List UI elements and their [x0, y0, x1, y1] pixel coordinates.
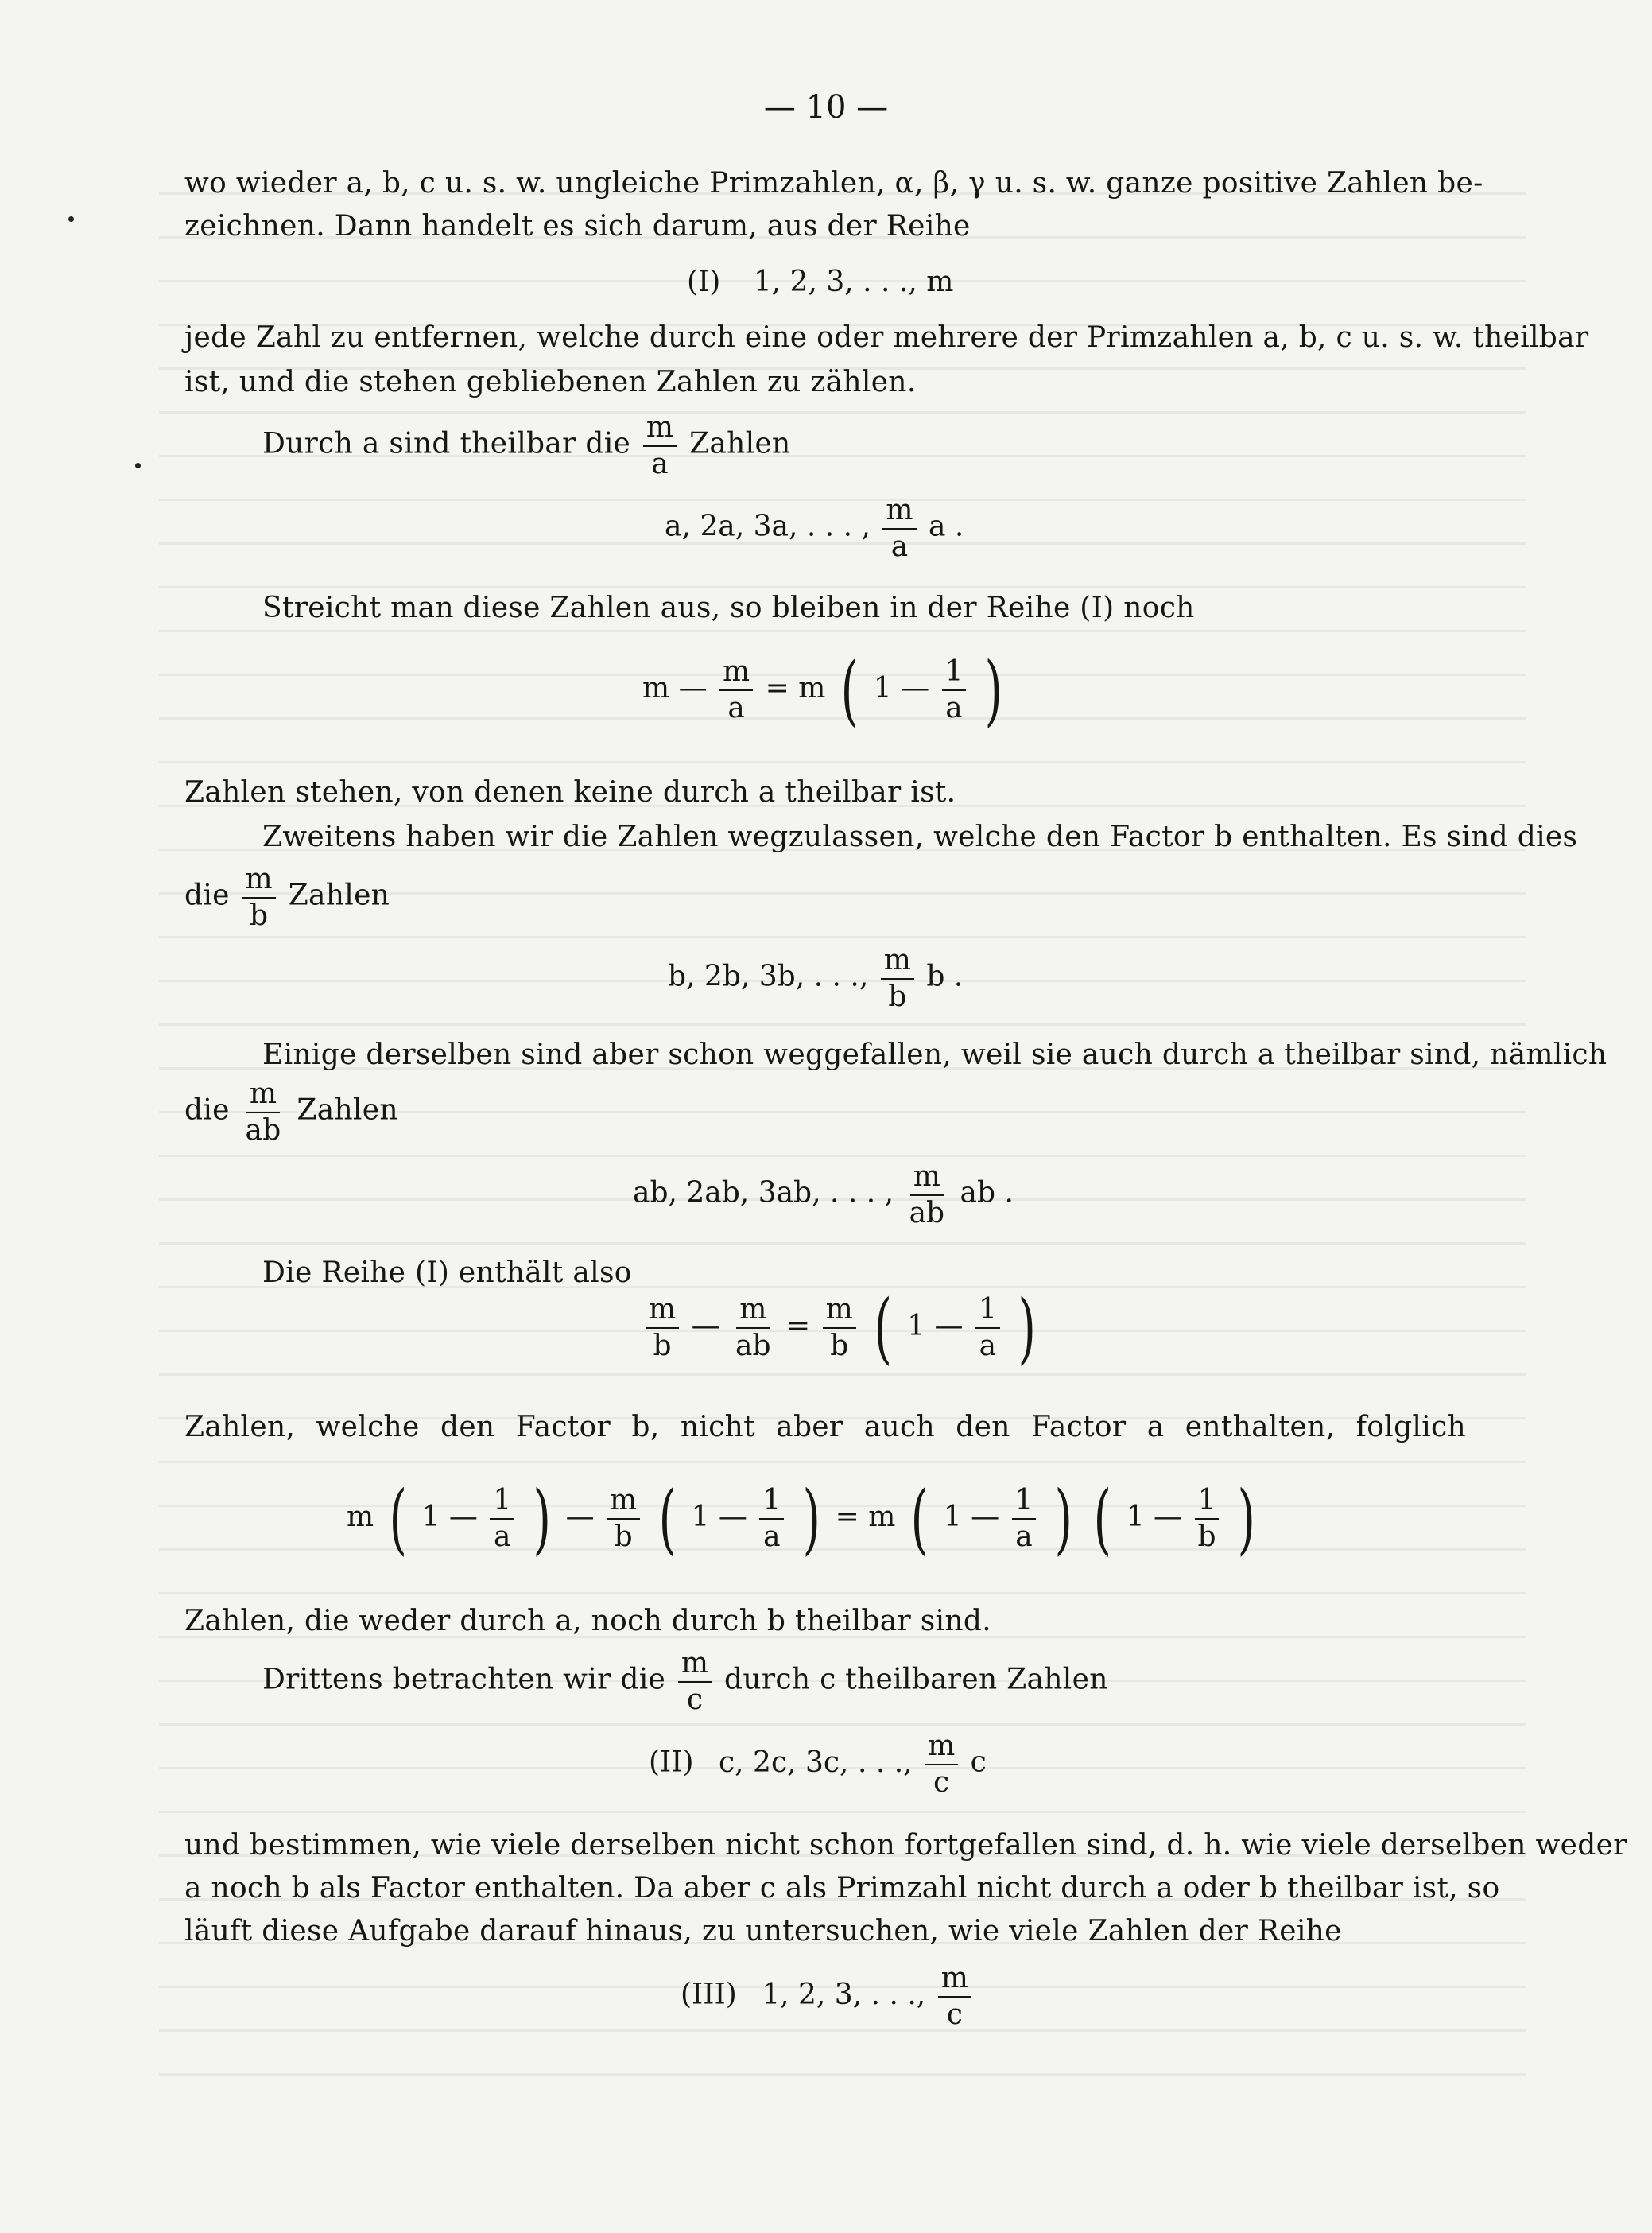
fraction-m-over-a: $\frac{m}{a}$ [719, 656, 753, 724]
text-line-5 [262, 412, 791, 480]
margin-mark [68, 216, 74, 222]
fraction-m-over-c: $\frac{m}{c}$ [678, 1648, 712, 1715]
formula-count-not-a: m — $\frac{m}{a}$ = m ( 1 — $\frac{1}{a}$ ) [642, 646, 1002, 735]
page-number: — 10 — [763, 89, 889, 126]
fraction-1-over-a: $\frac{1}{a}$ [942, 656, 967, 724]
fraction-m-over-b: $\frac{m}{b}$ [646, 1294, 679, 1361]
line-5-start: Durch a sind theilbar die [262, 427, 631, 460]
fraction-m-over-a: $\frac{m}{a}$ [643, 412, 677, 480]
fraction-m-over-b: $\frac{m}{b}$ [881, 945, 914, 1012]
text-line-10: Einige derselben sind aber schon weggefallen, weil sie auch durch a theilbar sind, nämlich [262, 1039, 1607, 1071]
text-line-4: ist, und die stehen gebliebenen Zahlen zu zählen. [184, 366, 917, 398]
fraction-m-over-ab: $\frac{m}{ab}$ [735, 1293, 771, 1362]
fraction-m-over-b: $\frac{m}{b}$ [823, 1294, 856, 1361]
margin-mark [135, 463, 141, 468]
text-line-18: läuft diese Aufgabe darauf hinaus, zu untersuchen, wie viele Zahlen der Reihe [184, 1915, 1342, 1948]
paren-open: ( [874, 1283, 893, 1373]
text-line-11: die $\frac{m}{ab}$ Zahlen [184, 1078, 398, 1147]
formula-series-I [687, 266, 953, 298]
paren-close: ) [984, 646, 1002, 735]
paren-close: ) [1237, 1474, 1255, 1563]
fraction-m-over-c: $\frac{m}{c}$ [925, 1730, 958, 1798]
paren-close: ) [802, 1474, 820, 1563]
fraction-1-over-a: $\frac{1}{a}$ [1012, 1485, 1037, 1552]
formula-multiples-b: b, 2b, 3b, . . ., $\frac{m}{b}$ b . [668, 944, 964, 1013]
paren-open: ( [389, 1474, 407, 1563]
formula-series-III: (III) 1, 2, 3, . . ., $\frac{m}{c}$ [681, 1963, 975, 2030]
text-line-12: Die Reihe (I) enthält also [262, 1256, 632, 1289]
fraction-1-over-b: $\frac{1}{b}$ [1195, 1485, 1220, 1552]
fraction-m-over-b: $\frac{m}{b}$ [242, 864, 276, 931]
fraction-m-over-a: $\frac{m}{a}$ [882, 495, 916, 562]
paren-open: ( [1093, 1474, 1111, 1563]
fraction-m-over-b: $\frac{m}{b}$ [607, 1485, 640, 1552]
fraction-m-over-c: $\frac{m}{c}$ [938, 1963, 971, 2030]
paren-close: ) [1054, 1474, 1072, 1563]
formula-b-not-a: $\frac{m}{b}$ — $\frac{m}{ab}$ = $\frac{m}{b}$ ( 1 — $\frac{1}{a}$ ) [642, 1290, 1042, 1366]
text-line-15: Drittens betrachten wir die $\frac{m}{c}$ durch c theilbaren Zahlen [262, 1647, 1108, 1716]
paren-open: ( [910, 1474, 929, 1563]
formula-multiples-ab: ab, 2ab, 3ab, . . . , $\frac{m}{ab}$ ab . [633, 1160, 1014, 1229]
paren-open: ( [840, 646, 859, 735]
text-line-1: wo wieder a, b, c u. s. w. ungleiche Primzahlen, α, β, γ u. s. w. ganze positive Zahlen be- [184, 167, 1483, 200]
text-line-2: zeichnen. Dann handelt es sich darum, aus der Reihe [184, 210, 971, 243]
paren-open: ( [658, 1474, 677, 1563]
line-5-end: Zahlen [689, 427, 791, 460]
fraction-1-over-a: $\frac{1}{a}$ [759, 1485, 784, 1552]
formula-multiples-a: a, 2a, 3a, . . . , $\frac{m}{a}$ a . [665, 494, 964, 563]
fraction-1-over-a: $\frac{1}{a}$ [975, 1294, 1000, 1361]
fraction-1-over-a: $\frac{1}{a}$ [490, 1485, 514, 1552]
text-line-6: Streicht man diese Zahlen aus, so bleiben in der Reihe (I) noch [262, 592, 1195, 624]
paren-close: ) [1018, 1283, 1037, 1373]
series-values: 1, 2, 3, . . ., m [753, 266, 954, 298]
text-line-9: die $\frac{m}{b}$ Zahlen [184, 863, 390, 932]
formula-series-II: (II) c, 2c, 3c, . . ., $\frac{m}{c}$ c [649, 1730, 987, 1799]
formula-not-a-not-b: m ( 1 — $\frac{1}{a}$ ) — $\frac{m}{b}$ ( 1 — $\frac{1}{a}$ ) = m ( 1 — $\frac{1}{a}$ ) ( 1 — $\frac{1}{b}$ ) [347, 1474, 1255, 1563]
text-line-14: Zahlen, die weder durch a, noch durch b theilbar sind. [184, 1605, 991, 1637]
fraction-m-over-ab: $\frac{m}{ab}$ [909, 1160, 945, 1229]
text-line-16: und bestimmen, wie viele derselben nicht schon fortgefallen sind, d. h. wie viele derselben weder [184, 1829, 1627, 1862]
paren-close: ) [533, 1474, 551, 1563]
text-line-3: jede Zahl zu entfernen, welche durch eine oder mehrere der Primzahlen a, b, c u. s. w. theilbar [184, 321, 1589, 354]
text-line-7: Zahlen stehen, von denen keine durch a theilbar ist. [184, 776, 956, 809]
series-label: (I) [687, 266, 721, 298]
text-line-8: Zweitens haben wir die Zahlen wegzulassen, welche den Factor b enthalten. Es sind dies [262, 821, 1578, 853]
fraction-m-over-ab: $\frac{m}{ab}$ [245, 1078, 281, 1147]
text-line-17: a noch b als Factor enthalten. Da aber c als Primzahl nicht durch a oder b theilbar ist, so [184, 1872, 1500, 1905]
text-line-13: Zahlen, welche den Factor b, nicht aber auch den Factor a enthalten, folglich [184, 1411, 1466, 1443]
